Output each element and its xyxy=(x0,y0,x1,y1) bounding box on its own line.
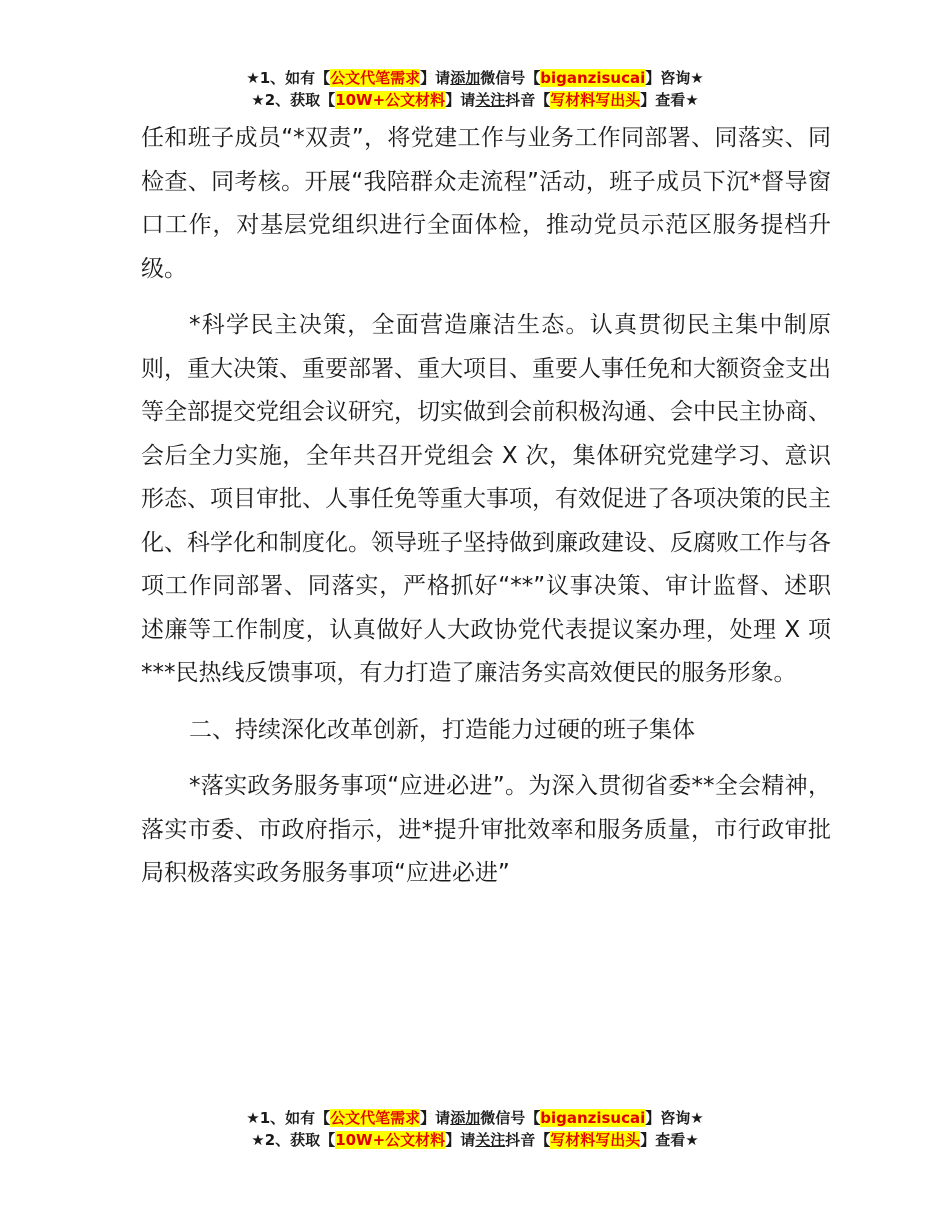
header-banner xyxy=(0,67,950,111)
banner-text: 】查看★ xyxy=(640,91,699,109)
star-icon: ★ xyxy=(246,69,260,87)
banner-text: 1、如有【 xyxy=(259,1109,331,1127)
banner-text: 】请 xyxy=(420,69,451,87)
banner-text: 微信号【 xyxy=(480,69,541,87)
banner-text: 】请 xyxy=(420,1109,451,1127)
banner-highlight: 10W+公文材料 xyxy=(335,91,446,109)
star-icon: ★ xyxy=(246,1109,260,1127)
banner-highlight: biganzisucai xyxy=(540,69,646,87)
banner-underline: 关注 xyxy=(475,1131,506,1149)
banner-text: 2、获取【 xyxy=(264,91,336,109)
banner-line-1 xyxy=(0,67,950,89)
paragraph-1: 任和班子成员“*双责”，将党建工作与业务工作同部署、同落实、同检查、同考核。开展“我陪群众走流程”活动，班子成员下沉*督导窗口工作，对基层党组织进行全面体检，推动党员示范区服务提档升级。 xyxy=(141,125,831,282)
banner-underline: 添加 xyxy=(450,1109,481,1127)
section-heading: 二、持续深化改革创新，打造能力过硬的班子集体 xyxy=(189,716,695,743)
banner-highlight: 公文代笔需求 xyxy=(330,69,421,87)
banner-highlight: 10W+公文材料 xyxy=(335,1131,446,1149)
banner-text: 】咨询★ xyxy=(645,69,704,87)
banner-text: 】请 xyxy=(445,1131,476,1149)
banner-underline: 关注 xyxy=(475,91,506,109)
banner-underline: 添加 xyxy=(450,69,481,87)
banner-line-2 xyxy=(0,1129,950,1151)
document-body xyxy=(141,117,831,909)
footer-banner xyxy=(0,1107,950,1151)
banner-highlight: 公文代笔需求 xyxy=(330,1109,421,1127)
star-icon: ★ xyxy=(251,1131,265,1149)
banner-text: 2、获取【 xyxy=(264,1131,336,1149)
banner-highlight: 写材料写出头 xyxy=(550,91,641,109)
banner-text: 】请 xyxy=(445,91,476,109)
banner-text: 抖音【 xyxy=(505,91,551,109)
star-icon: ★ xyxy=(251,91,265,109)
banner-text: 】咨询★ xyxy=(645,1109,704,1127)
banner-highlight: 写材料写出头 xyxy=(550,1131,641,1149)
banner-text: 微信号【 xyxy=(480,1109,541,1127)
banner-text: 抖音【 xyxy=(505,1131,551,1149)
banner-highlight: biganzisucai xyxy=(540,1109,646,1127)
banner-text: 】查看★ xyxy=(640,1131,699,1149)
paragraph-2: *科学民主决策，全面营造廉洁生态。认真贯彻民主集中制原则，重大决策、重要部署、重大项目、重要人事任免和大额资金支出等全部提交党组会议研究，切实做到会前积极沟通、会中民主协商、会后全力实施，全年共召开党组会 X 次，集体研究党建学习、意识形态、项目审批、人事任免等重大事项，有效促进了各项决策的民主化、科学化和制度化。领导班子坚持做到廉政建设、反腐败工作与各项工作同部署、同落实，严格抓好“**”议事决策、审计监督、述职述廉等工作制度，认真做好人大政协党代表提议案办理，处理 X 项***民热线反馈事项，有力打造了廉洁务实高效便民的服务形象。 xyxy=(141,312,831,686)
banner-line-2 xyxy=(0,89,950,111)
paragraph-3: *落实政务服务事项“应进必进”。为深入贯彻省委**全会精神，落实市委、市政府指示，进*提升审批效率和服务质量，市行政审批局积极落实政务服务事项“应进必进” xyxy=(141,773,831,886)
banner-text: 1、如有【 xyxy=(259,69,331,87)
banner-line-1 xyxy=(0,1107,950,1129)
